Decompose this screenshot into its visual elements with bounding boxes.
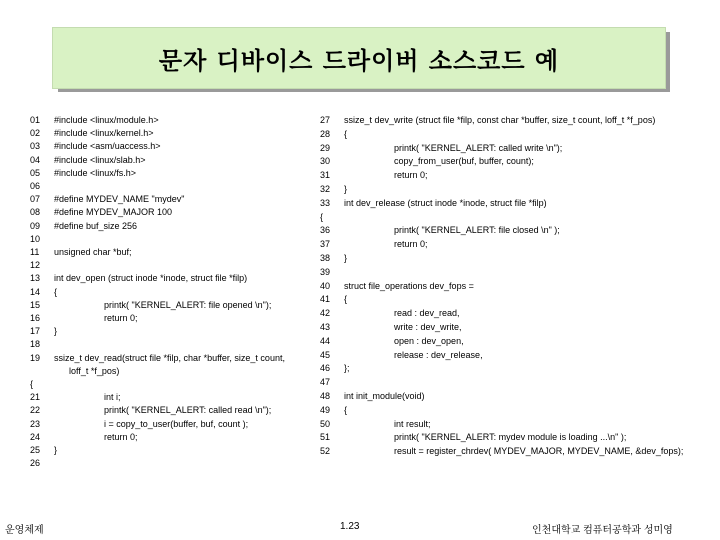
line-number: 51 [320, 432, 331, 443]
code-text: { [344, 404, 348, 415]
footer-page-number: 1.23 [340, 521, 360, 532]
line-number: 50 [320, 418, 331, 429]
line-number: 10 [30, 233, 41, 244]
line-number: 37 [320, 239, 331, 250]
code-text: i = copy_to_user(buffer, buf, count ); [54, 418, 249, 429]
code-text: } [344, 253, 348, 263]
line-number: 03 [30, 141, 41, 152]
code-text: } [54, 445, 58, 455]
code-line [30, 128, 154, 139]
code-line [30, 181, 54, 192]
line-number: 02 [30, 128, 41, 139]
code-text: int dev_open (struct inode *inode, struct file *filp) [54, 273, 248, 284]
code-line [320, 281, 474, 292]
code-line [30, 392, 121, 403]
line-number: 26 [30, 458, 41, 469]
line-number: 14 [30, 286, 41, 297]
code-line [320, 377, 344, 388]
line-number: 19 [30, 352, 41, 363]
code-text: int i; [54, 392, 121, 403]
code-text: return 0; [344, 170, 428, 181]
code-text: printk( "KERNEL_ALERT: called write \n"); [344, 142, 563, 153]
code-line [320, 253, 347, 264]
code-text: printk( "KERNEL_ALERT: called read \n"); [54, 405, 272, 416]
line-number: 06 [30, 181, 41, 191]
code-line [30, 247, 132, 258]
line-number: 52 [320, 446, 331, 457]
code-text: #include <linux/kernel.h> [54, 128, 154, 139]
code-line [320, 350, 483, 361]
line-number: 05 [30, 167, 41, 178]
code-line [30, 115, 159, 126]
line-number: 33 [320, 197, 331, 208]
line-number: 27 [320, 115, 331, 125]
code-text: return 0; [344, 239, 428, 250]
slide-title: 문자 디바이스 드라이버 소스코드 예 [52, 27, 666, 89]
line-number: 25 [30, 445, 41, 455]
line-number: 13 [30, 273, 41, 284]
line-number: { [30, 379, 34, 389]
code-line [30, 339, 54, 350]
line-number: 31 [320, 170, 331, 181]
code-line [30, 141, 161, 152]
line-number: 44 [320, 335, 331, 346]
code-line [30, 405, 271, 416]
code-text: read : dev_read, [344, 308, 460, 319]
code-text: printk( "KERNEL_ALERT: mydev module is loading ...\n" ); [344, 432, 627, 443]
code-line [320, 363, 350, 374]
code-line [30, 326, 57, 337]
code-line [30, 234, 54, 245]
line-number: 46 [320, 363, 331, 374]
code-line [30, 313, 138, 324]
code-line [320, 212, 344, 223]
code-text: #include <linux/fs.h> [54, 167, 137, 178]
line-number: 38 [320, 253, 331, 263]
code-text: printk( "KERNEL_ALERT: file opened \n"); [54, 299, 272, 310]
code-text: struct file_operations dev_fops = [344, 280, 474, 291]
code-line [30, 445, 57, 456]
footer-author: 인천대학교 컴퓨터공학과 성미영 [532, 525, 673, 536]
code-text: ssize_t dev_read(struct file *filp, char *buffer, size_t count, [54, 352, 285, 363]
code-text: int dev_release (struct inode *inode, struct file *filp) [344, 197, 547, 208]
code-text: { [344, 128, 348, 139]
line-number: 01 [30, 115, 41, 125]
code-text: #define MYDEV_NAME "mydev" [54, 194, 185, 205]
code-line [30, 379, 54, 390]
code-line [320, 405, 347, 416]
code-line [30, 260, 54, 271]
code-text: #include <linux/slab.h> [54, 154, 146, 165]
line-number: 40 [320, 280, 331, 291]
line-number: 11 [30, 247, 40, 257]
code-line [320, 308, 460, 319]
code-text: #define MYDEV_MAJOR 100 [54, 207, 173, 218]
code-line [320, 432, 626, 443]
code-line [30, 221, 137, 232]
code-text: { [54, 286, 58, 297]
code-line [30, 194, 184, 205]
footer-course: 운영체제 [5, 525, 44, 536]
code-line [320, 184, 347, 195]
line-number: 43 [320, 322, 331, 332]
code-line [30, 155, 146, 166]
line-number: 23 [30, 418, 41, 429]
code-line [30, 353, 285, 364]
code-line [320, 322, 462, 333]
line-number: 47 [320, 377, 331, 388]
line-number: 49 [320, 404, 331, 415]
line-number: 09 [30, 220, 41, 231]
code-line [320, 391, 425, 402]
code-line [320, 419, 431, 430]
code-text: #include <linux/module.h> [54, 115, 159, 125]
line-number: 36 [320, 225, 331, 236]
line-number: 21 [30, 392, 41, 403]
line-number: 04 [30, 154, 41, 165]
code-text: loff_t *f_pos) [54, 365, 120, 376]
code-line [320, 267, 344, 278]
line-number: 12 [30, 260, 41, 271]
line-number: 16 [30, 313, 41, 323]
code-line [320, 336, 464, 347]
code-text: }; [344, 363, 350, 374]
line-number: 08 [30, 207, 41, 218]
code-line [320, 170, 428, 181]
line-number: 07 [30, 194, 41, 205]
code-text: printk( "KERNEL_ALERT: file closed \n" ); [344, 225, 560, 236]
code-line [320, 239, 428, 250]
line-number: 30 [320, 156, 331, 167]
code-text: int init_module(void) [344, 391, 425, 401]
line-number: 22 [30, 405, 41, 416]
code-line [30, 458, 54, 469]
left-code-column [30, 115, 330, 475]
code-text: { [344, 294, 348, 305]
code-line [30, 168, 136, 179]
line-number: 24 [30, 431, 41, 442]
code-text: } [54, 326, 58, 337]
line-number: 42 [320, 308, 331, 319]
code-line [30, 287, 57, 298]
line-number: 45 [320, 349, 331, 360]
code-text: write : dev_write, [344, 322, 462, 332]
code-text: #include <asm/uaccess.h> [54, 141, 161, 152]
line-number: 15 [30, 299, 41, 310]
code-line [320, 198, 547, 209]
line-number: 32 [320, 184, 331, 194]
code-text: #define buf_size 256 [54, 220, 138, 231]
code-text: release : dev_release, [344, 349, 483, 360]
code-line [30, 366, 119, 377]
code-line [320, 446, 683, 457]
code-text: ssize_t dev_write (struct file *filp, const char *buffer, size_t count, loff_t *f_pos) [344, 115, 656, 125]
line-number: 48 [320, 391, 331, 401]
line-number: 28 [320, 128, 331, 139]
code-line [30, 432, 138, 443]
code-line [320, 115, 655, 126]
code-line [320, 294, 347, 305]
line-number: 18 [30, 339, 41, 350]
code-line [320, 129, 347, 140]
code-line [30, 300, 271, 311]
code-text: int result; [344, 418, 431, 429]
line-number: 29 [320, 142, 331, 153]
code-text: return 0; [54, 313, 138, 323]
right-code-column [320, 115, 715, 470]
line-number: { [320, 211, 324, 222]
line-number: 41 [320, 294, 331, 305]
code-line [30, 273, 247, 284]
code-line [320, 156, 534, 167]
code-line [30, 419, 248, 430]
code-text: result = register_chrdev( MYDEV_MAJOR, MYDEV_NAME, &dev_fops); [344, 446, 684, 457]
code-text: unsigned char *buf; [54, 247, 132, 257]
code-text: return 0; [54, 431, 138, 442]
code-text: copy_from_user(buf, buffer, count); [344, 156, 534, 167]
code-line [320, 143, 562, 154]
code-text: open : dev_open, [344, 335, 464, 346]
line-number: 39 [320, 266, 331, 277]
line-number: 17 [30, 326, 41, 337]
code-text: } [344, 184, 348, 194]
code-line [320, 225, 560, 236]
code-line [30, 207, 172, 218]
